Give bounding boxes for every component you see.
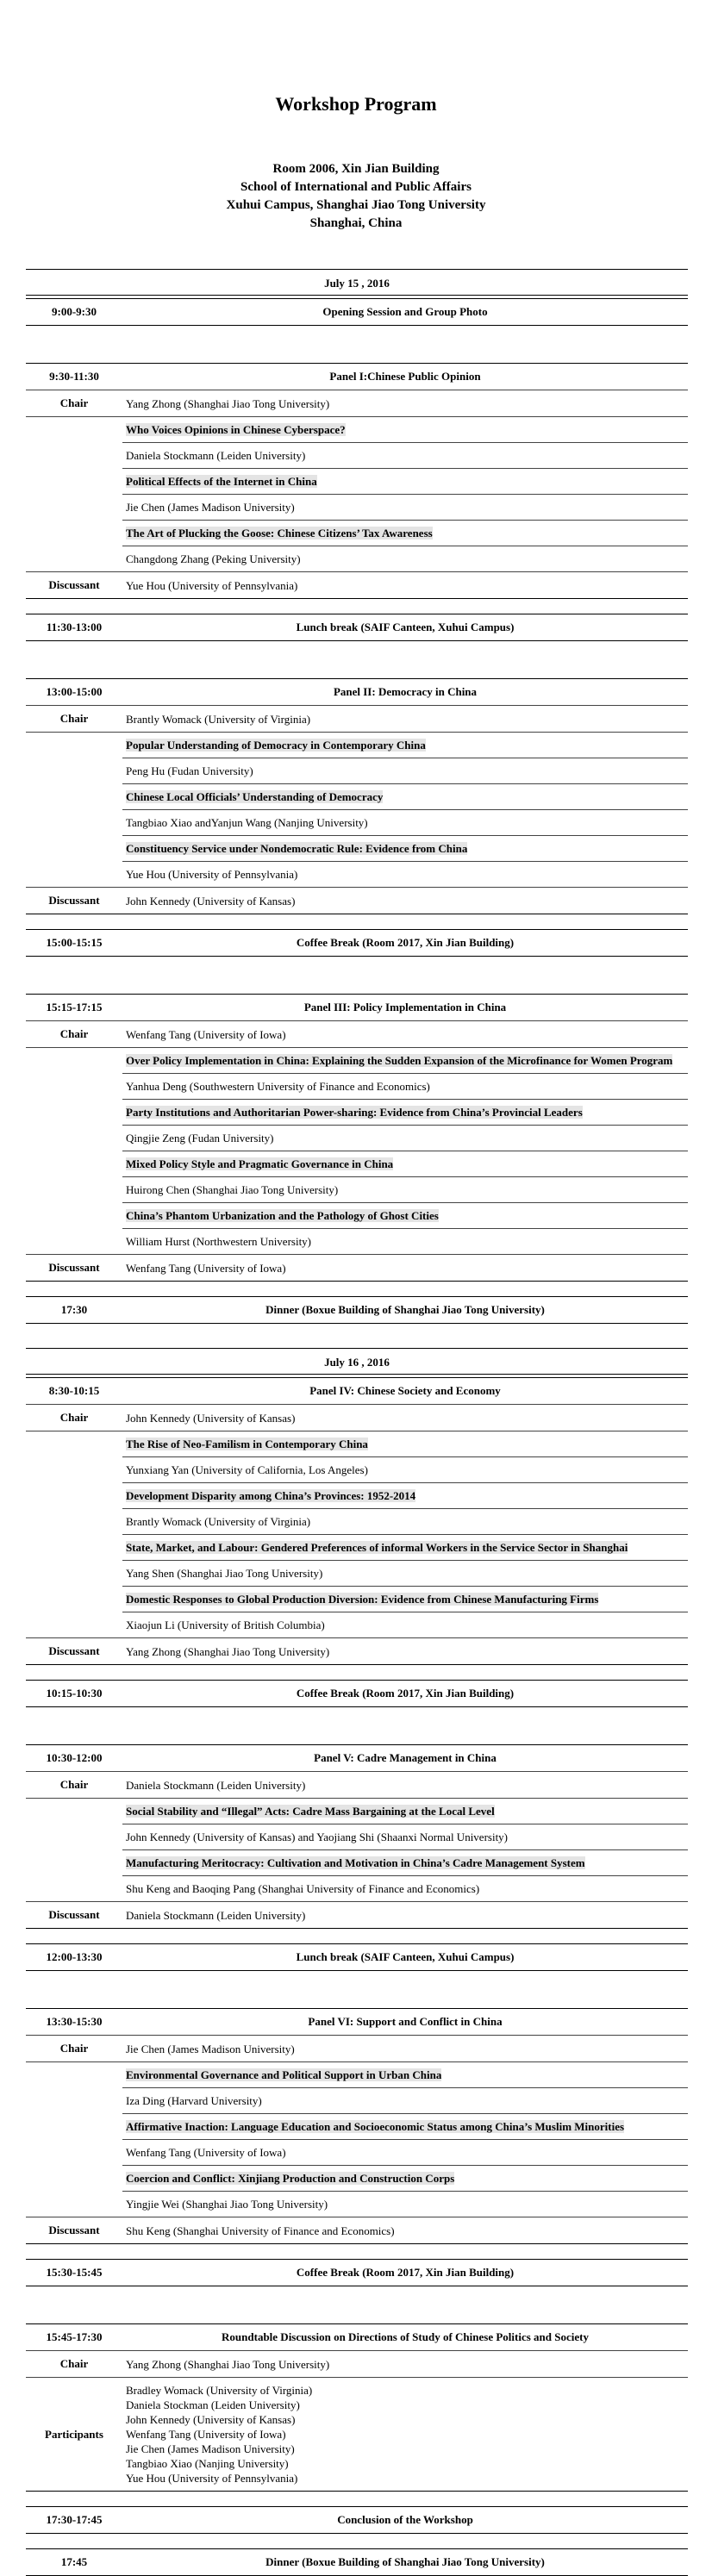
- session-time: 8:30-10:15: [48, 1384, 100, 1397]
- session-header: [26, 995, 688, 1020]
- event-block: [26, 1943, 688, 1971]
- event-block: [26, 298, 688, 326]
- paper-title: [122, 2113, 688, 2139]
- paper-author: Peng Hu (Fudan University): [122, 758, 688, 783]
- session-title: Panel II: Democracy in China: [333, 685, 478, 698]
- paper-title-text: Who Voices Opinions in Chinese Cyberspace?: [126, 423, 346, 436]
- event-block: [26, 1680, 688, 1707]
- participant-name: Tangbiao Xiao (Nanjing University): [126, 2457, 289, 2470]
- chair-row: [26, 2350, 688, 2377]
- paper-title-text: Social Stability and “Illegal” Acts: Cadre Mass Bargaining at the Local Level: [126, 1805, 495, 1818]
- papers-group: [26, 1431, 688, 1637]
- discussant-row: [26, 1254, 688, 1281]
- session-time: 13:30-15:30: [46, 2015, 103, 2028]
- discussant-name: Shu Keng (Shanghai University of Finance and Economics): [126, 2224, 395, 2237]
- spacer: [26, 1971, 688, 2005]
- paper-title: [122, 417, 688, 442]
- paper-title-text: Domestic Responses to Global Production Diversion: Evidence from Chinese Manufacturing Firms: [126, 1593, 599, 1606]
- session-header: [26, 1745, 688, 1771]
- venue-city: Shanghai, China: [309, 216, 403, 230]
- session-title: Panel V: Cadre Management in China: [314, 1751, 497, 1764]
- chair-label: Chair: [59, 1778, 89, 1791]
- chair-label: Chair: [59, 712, 89, 725]
- paper-author: John Kennedy (University of Kansas) and Yaojiang Shi (Shaanxi Normal University): [122, 1824, 688, 1849]
- session-title: Coffee Break (Room 2017, Xin Jian Building): [296, 2266, 515, 2279]
- session-title: Coffee Break (Room 2017, Xin Jian Building): [296, 936, 515, 949]
- paper-title: [122, 1534, 688, 1560]
- paper-title-text: The Rise of Neo-Familism in Contemporary China: [126, 1438, 368, 1450]
- papers-role-spacer: [26, 1048, 122, 1254]
- session-time: 9:00-9:30: [52, 305, 97, 318]
- paper-author: Brantly Womack (University of Virginia): [122, 1508, 688, 1534]
- session-title: Dinner (Boxue Building of Shanghai Jiao Tong University): [265, 2555, 545, 2568]
- discussant-label: Discussant: [48, 578, 100, 591]
- paper-title-text: Chinese Local Officials’ Understanding of Democracy: [126, 790, 384, 803]
- event-block: [26, 2506, 688, 2534]
- papers-role-spacer: [26, 2062, 122, 2217]
- papers-role-spacer: [26, 417, 122, 571]
- paper-title: [122, 1048, 688, 1073]
- session-time: 17:45: [60, 2555, 88, 2568]
- session-header: [26, 2549, 688, 2575]
- paper-author: Iza Ding (Harvard University): [122, 2087, 688, 2113]
- event-block: [26, 929, 688, 957]
- paper-title: [122, 1202, 688, 1228]
- paper-title: [122, 1849, 688, 1875]
- session-header: [26, 299, 688, 325]
- paper-author: Qingjie Zeng (Fudan University): [122, 1125, 688, 1151]
- paper-title-text: Political Effects of the Internet in China: [126, 475, 317, 488]
- participant-name: Wenfang Tang (University of Iowa): [126, 2428, 286, 2441]
- session-time: 13:00-15:00: [46, 685, 103, 698]
- discussant-label: Discussant: [48, 1908, 100, 1921]
- paper-list: [122, 1048, 688, 1254]
- session-time: 15:15-17:15: [46, 1001, 103, 1014]
- session-title: Conclusion of the Workshop: [337, 2513, 473, 2526]
- paper-author: Wenfang Tang (University of Iowa): [122, 2139, 688, 2165]
- chair-row: [26, 1771, 688, 1798]
- paper-title: [122, 1482, 688, 1508]
- event-block: [26, 2259, 688, 2286]
- session-header: [26, 1378, 688, 1404]
- session-header: [26, 679, 688, 705]
- session-time: 15:45-17:30: [46, 2330, 103, 2343]
- participant-name: Jie Chen (James Madison University): [126, 2442, 295, 2455]
- participant-name: Yue Hou (University of Pennsylvania): [126, 2472, 298, 2485]
- discussant-row: [26, 571, 688, 598]
- chair-label: Chair: [59, 2357, 89, 2370]
- spacer: [26, 2244, 688, 2256]
- paper-author: William Hurst (Northwestern University): [122, 1228, 688, 1254]
- session-block: [26, 678, 688, 914]
- session-title: Panel III: Policy Implementation in China: [303, 1001, 507, 1014]
- discussant-name: Daniela Stockmann (Leiden University): [126, 1908, 306, 1922]
- paper-list: [122, 2062, 688, 2217]
- venue-room: Room 2006, Xin Jian Building: [272, 162, 440, 176]
- page-title: Workshop Program: [275, 93, 437, 115]
- discussant-name: Yang Zhong (Shanghai Jiao Tong University): [126, 1644, 330, 1658]
- paper-title-text: Popular Understanding of Democracy in Contemporary China: [126, 739, 426, 752]
- chair-label: Chair: [59, 396, 89, 409]
- session-time: 9:30-11:30: [49, 370, 99, 383]
- schedule: [26, 269, 688, 2576]
- spacer: [26, 914, 688, 926]
- session-block: [26, 2323, 688, 2492]
- paper-title-text: Environmental Governance and Political Support in Urban China: [126, 2068, 442, 2081]
- session-time: 11:30-13:00: [46, 621, 103, 633]
- session-title: Roundtable Discussion on Directions of Study of Chinese Politics and Society: [222, 2330, 589, 2343]
- paper-title: [122, 2062, 688, 2087]
- chair-label: Chair: [59, 2042, 89, 2055]
- discussant-label: Discussant: [48, 1261, 100, 1274]
- spacer: [26, 2534, 688, 2546]
- paper-title: [122, 1151, 688, 1176]
- spacer: [26, 1929, 688, 1941]
- discussant-label: Discussant: [48, 894, 100, 907]
- paper-title: [122, 1586, 688, 1612]
- paper-title: [122, 733, 688, 758]
- paper-author: Yunxiang Yan (University of California, Los Angeles): [122, 1456, 688, 1482]
- session-time: 17:30: [60, 1303, 88, 1316]
- paper-title-text: Manufacturing Meritocracy: Cultivation and Motivation in China’s Cadre Management System: [126, 1856, 585, 1869]
- paper-author: Daniela Stockmann (Leiden University): [122, 442, 688, 468]
- chair-name: Brantly Womack (University of Virginia): [126, 712, 311, 726]
- participants-label: Participants: [45, 2427, 103, 2441]
- discussant-label: Discussant: [48, 2224, 100, 2236]
- session-header: [26, 364, 688, 390]
- discussant-row: [26, 887, 688, 914]
- paper-title-text: State, Market, and Labour: Gendered Preferences of informal Workers in the Service Sector in Shanghai: [126, 1541, 628, 1554]
- chair-row: [26, 705, 688, 732]
- session-block: [26, 363, 688, 599]
- participants-group: [26, 2377, 688, 2491]
- chair-name: Jie Chen (James Madison University): [126, 2042, 295, 2055]
- session-header: [26, 2507, 688, 2533]
- paper-title: [122, 1799, 688, 1824]
- session-header: [26, 930, 688, 956]
- paper-title-text: The Art of Plucking the Goose: Chinese Citizens’ Tax Awareness: [126, 527, 433, 540]
- paper-author: Tangbiao Xiao andYanjun Wang (Nanjing University): [122, 809, 688, 835]
- paper-list: [122, 417, 688, 571]
- chair-row: [26, 390, 688, 416]
- chair-row: [26, 2035, 688, 2061]
- event-block: [26, 2548, 688, 2576]
- discussant-row: [26, 2217, 688, 2243]
- venue-campus: Xuhui Campus, Shanghai Jiao Tong University: [226, 198, 486, 212]
- session-title: Panel I:Chinese Public Opinion: [329, 370, 481, 383]
- paper-author: Changdong Zhang (Peking University): [122, 546, 688, 571]
- session-title: Lunch break (SAIF Canteen, Xuhui Campus): [296, 621, 515, 633]
- discussant-name: John Kennedy (University of Kansas): [126, 894, 296, 908]
- paper-title: [122, 783, 688, 809]
- session-time: 10:30-12:00: [46, 1751, 103, 1764]
- spacer: [26, 2286, 688, 2321]
- session-header: [26, 2260, 688, 2286]
- spacer: [26, 599, 688, 611]
- participant-name: Bradley Womack (University of Virginia): [126, 2384, 313, 2397]
- papers-role-spacer: [26, 733, 122, 887]
- papers-group: [26, 1798, 688, 1901]
- event-block: [26, 1296, 688, 1324]
- paper-author: Yue Hou (University of Pennsylvania): [122, 861, 688, 887]
- spacer: [26, 2492, 688, 2504]
- chair-name: Wenfang Tang (University of Iowa): [126, 1027, 286, 1041]
- session-title: Coffee Break (Room 2017, Xin Jian Building): [296, 1687, 515, 1700]
- paper-title: [122, 520, 688, 546]
- paper-title-text: Constituency Service under Nondemocratic Rule: Evidence from China: [126, 842, 468, 855]
- chair-label: Chair: [59, 1027, 89, 1040]
- session-title: Opening Session and Group Photo: [322, 305, 488, 318]
- paper-title: [122, 1099, 688, 1125]
- session-time: 15:30-15:45: [46, 2266, 103, 2279]
- paper-title-text: Party Institutions and Authoritarian Power-sharing: Evidence from China’s Provincial Leaders: [126, 1106, 583, 1119]
- participant-list: [122, 2378, 688, 2491]
- session-header: [26, 1681, 688, 1706]
- session-time: 12:00-13:30: [46, 1950, 103, 1963]
- paper-title: [122, 2165, 688, 2191]
- spacer: [26, 1324, 688, 1336]
- venue-school: School of International and Public Affairs: [240, 180, 472, 194]
- session-block: [26, 994, 688, 1282]
- paper-list: [122, 1431, 688, 1637]
- papers-group: [26, 2061, 688, 2217]
- paper-author: Yanhua Deng (Southwestern University of Finance and Economics): [122, 1073, 688, 1099]
- session-block: [26, 1744, 688, 1929]
- participant-name: Daniela Stockman (Leiden University): [126, 2398, 300, 2411]
- paper-title: [122, 835, 688, 861]
- spacer: [26, 1282, 688, 1294]
- session-block: [26, 1377, 688, 1665]
- discussant-label: Discussant: [48, 1644, 100, 1657]
- session-header: [26, 2009, 688, 2035]
- discussant-row: [26, 1637, 688, 1664]
- session-header: [26, 614, 688, 640]
- paper-title-text: Affirmative Inaction: Language Education and Socioeconomic Status among China’s Muslim Minorities: [126, 2120, 625, 2133]
- paper-title: [122, 1431, 688, 1456]
- paper-title-text: China’s Phantom Urbanization and the Pathology of Ghost Cities: [126, 1209, 439, 1222]
- paper-title-text: Over Policy Implementation in China: Explaining the Sudden Expansion of the Microfinance for Women Program: [126, 1054, 673, 1067]
- spacer: [26, 1707, 688, 1742]
- paper-title-text: Coercion and Conflict: Xinjiang Production and Construction Corps: [126, 2172, 455, 2185]
- session-header: [26, 1944, 688, 1970]
- day-date: July 16 , 2016: [26, 1348, 688, 1375]
- session-title: Panel IV: Chinese Society and Economy: [309, 1384, 501, 1397]
- discussant-name: Wenfang Tang (University of Iowa): [126, 1261, 286, 1275]
- paper-title-text: Development Disparity among China’s Provinces: 1952-2014: [126, 1489, 416, 1502]
- day-date: July 15 , 2016: [26, 269, 688, 296]
- papers-group: [26, 1047, 688, 1254]
- paper-list: [122, 733, 688, 887]
- chair-name: Yang Zhong (Shanghai Jiao Tong University): [126, 396, 330, 410]
- paper-author: Xiaojun Li (University of British Columbia): [122, 1612, 688, 1637]
- paper-author: Yang Shen (Shanghai Jiao Tong University): [122, 1560, 688, 1586]
- paper-title-text: Mixed Policy Style and Pragmatic Governance in China: [126, 1157, 394, 1170]
- paper-list: [122, 1799, 688, 1901]
- papers-role-spacer: [26, 1799, 122, 1901]
- session-time: 17:30-17:45: [46, 2513, 103, 2526]
- paper-author: Jie Chen (James Madison University): [122, 494, 688, 520]
- session-time: 10:15-10:30: [46, 1687, 103, 1700]
- paper-author: Yingjie Wei (Shanghai Jiao Tong University): [122, 2191, 688, 2217]
- chair-row: [26, 1404, 688, 1431]
- session-time: 15:00-15:15: [46, 936, 103, 949]
- session-header: [26, 1297, 688, 1323]
- spacer: [26, 957, 688, 991]
- papers-group: [26, 732, 688, 887]
- chair-name: Daniela Stockmann (Leiden University): [126, 1778, 306, 1792]
- session-title: Panel VI: Support and Conflict in China: [308, 2015, 503, 2028]
- chair-row: [26, 1020, 688, 1047]
- discussant-row: [26, 1901, 688, 1928]
- participant-name: John Kennedy (University of Kansas): [126, 2413, 296, 2426]
- session-header: [26, 2324, 688, 2350]
- session-block: [26, 2008, 688, 2244]
- papers-role-spacer: [26, 1431, 122, 1637]
- venue-block: [0, 160, 712, 233]
- papers-group: [26, 416, 688, 571]
- event-block: [26, 614, 688, 641]
- spacer: [26, 326, 688, 360]
- chair-name: John Kennedy (University of Kansas): [126, 1411, 296, 1425]
- spacer: [26, 1665, 688, 1677]
- paper-author: Huirong Chen (Shanghai Jiao Tong University): [122, 1176, 688, 1202]
- paper-author: Shu Keng and Baoqing Pang (Shanghai University of Finance and Economics): [122, 1875, 688, 1901]
- session-title: Lunch break (SAIF Canteen, Xuhui Campus): [296, 1950, 515, 1963]
- spacer: [26, 641, 688, 676]
- paper-title: [122, 468, 688, 494]
- chair-name: Yang Zhong (Shanghai Jiao Tong University): [126, 2357, 330, 2371]
- session-title: Dinner (Boxue Building of Shanghai Jiao Tong University): [265, 1303, 545, 1316]
- chair-label: Chair: [59, 1411, 89, 1424]
- discussant-name: Yue Hou (University of Pennsylvania): [126, 578, 298, 592]
